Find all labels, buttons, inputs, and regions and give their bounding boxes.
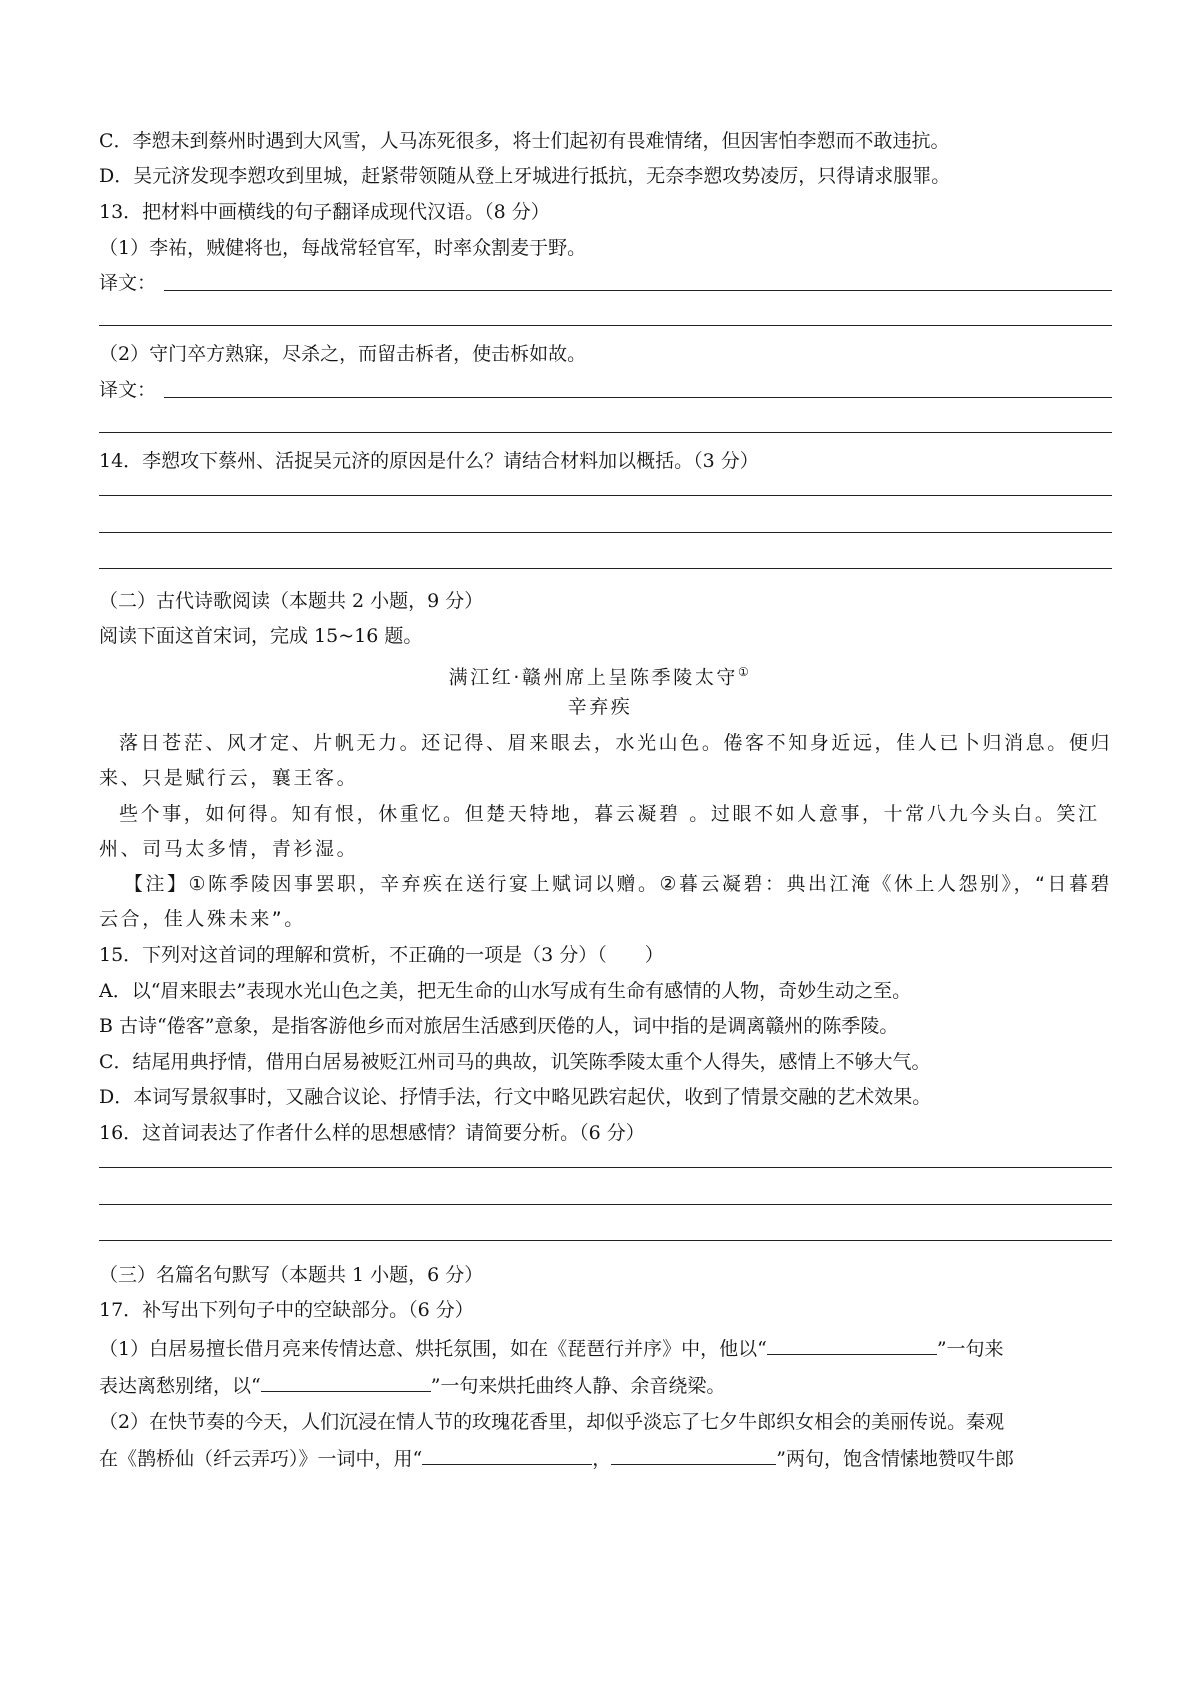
q15-option-b: B 古诗“倦客”意象，是指客游他乡而对旅居生活感到厌倦的人，词中指的是调离赣州的陈季陵。 xyxy=(99,1015,899,1037)
q16-answer-line-2[interactable] xyxy=(99,1204,1112,1205)
poem-note-line-2: 云合，佳人殊未来”。 xyxy=(99,908,306,930)
q17-item-1-line-1 xyxy=(99,1336,1004,1361)
q13-translation-label-1: 译文： xyxy=(99,272,157,294)
q16-answer-line-3[interactable] xyxy=(99,1240,1112,1241)
q17-item-1-text-d: ”一句来烘托曲终人静、余音绕梁。 xyxy=(430,1375,726,1397)
q17-blank-4[interactable] xyxy=(611,1446,776,1465)
poem-stanza-1-line-2: 来、只是赋行云，襄王客。 xyxy=(99,767,359,789)
q14-answer-line-3[interactable] xyxy=(99,568,1112,569)
q17-stem: 17．补写出下列句子中的空缺部分。（6 分） xyxy=(99,1299,474,1321)
q17-item-1-text-c: 表达离愁别绪，以“ xyxy=(99,1375,261,1397)
q17-item-2-text-a: 在《鹊桥仙（纤云弄巧）》一词中，用“ xyxy=(99,1448,423,1470)
poem-title-text: 满江红·赣州席上呈陈季陵太守 xyxy=(448,666,739,689)
q17-blank-3[interactable] xyxy=(422,1446,592,1465)
q16-stem: 16．这首词表达了作者什么样的思想感情？请简要分析。（6 分） xyxy=(99,1122,645,1144)
q17-item-2-line-2 xyxy=(99,1446,1014,1471)
q15-option-d: D．本词写景叙事时，又融合议论、抒情手法，行文中略见跌宕起伏，收到了情景交融的艺术效果。 xyxy=(99,1086,932,1108)
section-3-heading: （三）名篇名句默写（本题共 1 小题，6 分） xyxy=(99,1264,484,1286)
poem-stanza-2-line-1: 些个事，如何得。知有恨，休重忆。但楚天特地，暮云凝碧 。过眼不如人意事，十常八九今头白。笑江 xyxy=(119,803,1100,825)
q17-item-1-text-b: ”一句来 xyxy=(936,1338,1004,1360)
q15-option-a: A．以“眉来眼去”表现水光山色之美，把无生命的山水写成有生命有感情的人物，奇妙生动之至。 xyxy=(99,980,912,1002)
q16-answer-line-1[interactable] xyxy=(99,1167,1112,1168)
q17-blank-2[interactable] xyxy=(261,1373,431,1392)
poem-title xyxy=(0,660,1200,689)
poem-author: 辛弃疾 xyxy=(567,696,633,718)
q12-option-d: D．吴元济发现李愬攻到里城，赶紧带领随从登上牙城进行抵抗，无奈李愬攻势凌厉，只得请求服罪。 xyxy=(99,165,951,187)
q14-answer-line-1[interactable] xyxy=(99,495,1112,496)
q14-answer-line-2[interactable] xyxy=(99,532,1112,533)
q13-stem: 13．把材料中画横线的句子翻译成现代汉语。（8 分） xyxy=(99,201,550,223)
poem-note-line-1: 【注】①陈季陵因事罢职，辛弃疾在送行宴上赋词以赠。②暮云凝碧：典出江淹《休上人怨别》，“日暮碧 xyxy=(124,873,1112,895)
q13-sentence-1: （1）李祐，贼健将也，每战常轻官军，时率众割麦于野。 xyxy=(99,237,587,259)
q17-item-2-text-b: ”两句，饱含情愫地赞叹牛郎 xyxy=(776,1448,1014,1470)
q17-item-2-line-1: （2）在快节奏的今天，人们沉浸在情人节的玫瑰花香里，却似乎淡忘了七夕牛郎织女相会的美丽传说。秦观 xyxy=(99,1411,1005,1433)
q14-stem: 14．李愬攻下蔡州、活捉吴元济的原因是什么？请结合材料加以概括。（3 分） xyxy=(99,450,759,472)
q15-stem: 15．下列对这首词的理解和赏析，不正确的一项是（3 分）（ ） xyxy=(99,944,664,966)
q13-answer-line-2a[interactable] xyxy=(164,397,1112,398)
poem-title-footnote-mark: ① xyxy=(738,665,752,679)
q13-answer-line-1b[interactable] xyxy=(99,325,1112,326)
q17-item-1-line-2 xyxy=(99,1373,725,1398)
q17-item-2-comma: ， xyxy=(592,1448,612,1470)
q13-answer-line-2b[interactable] xyxy=(99,432,1112,433)
poem-stanza-1-line-1: 落日苍茫、风才定、片帆无力。还记得、眉来眼去，水光山色。倦客不知身近远，佳人已卜归消息。便归 xyxy=(119,732,1113,754)
q13-answer-line-1a[interactable] xyxy=(164,290,1112,291)
q17-blank-1[interactable] xyxy=(767,1336,937,1355)
q13-translation-label-2: 译文： xyxy=(99,379,157,401)
q12-option-c: C．李愬未到蔡州时遇到大风雪，人马冻死很多，将士们起初有畏难情绪，但因害怕李愬而不敢违抗。 xyxy=(99,130,950,152)
poem-stanza-2-line-2: 州、司马太多情，青衫湿。 xyxy=(99,838,359,860)
q15-option-c: C．结尾用典抒情，借用白居易被贬江州司马的典故，讥笑陈季陵太重个人得失，感情上不够大气。 xyxy=(99,1051,931,1073)
q17-item-1-text-a: （1）白居易擅长借月亮来传情达意、烘托氛围，如在《琵琶行并序》中，他以“ xyxy=(99,1338,767,1360)
section-2-instruction: 阅读下面这首宋词，完成 15~16 题。 xyxy=(99,625,423,647)
q13-sentence-2: （2）守门卒方熟寐，尽杀之，而留击柝者，使击柝如故。 xyxy=(99,343,587,365)
section-2-heading: （二）古代诗歌阅读（本题共 2 小题，9 分） xyxy=(99,590,484,612)
